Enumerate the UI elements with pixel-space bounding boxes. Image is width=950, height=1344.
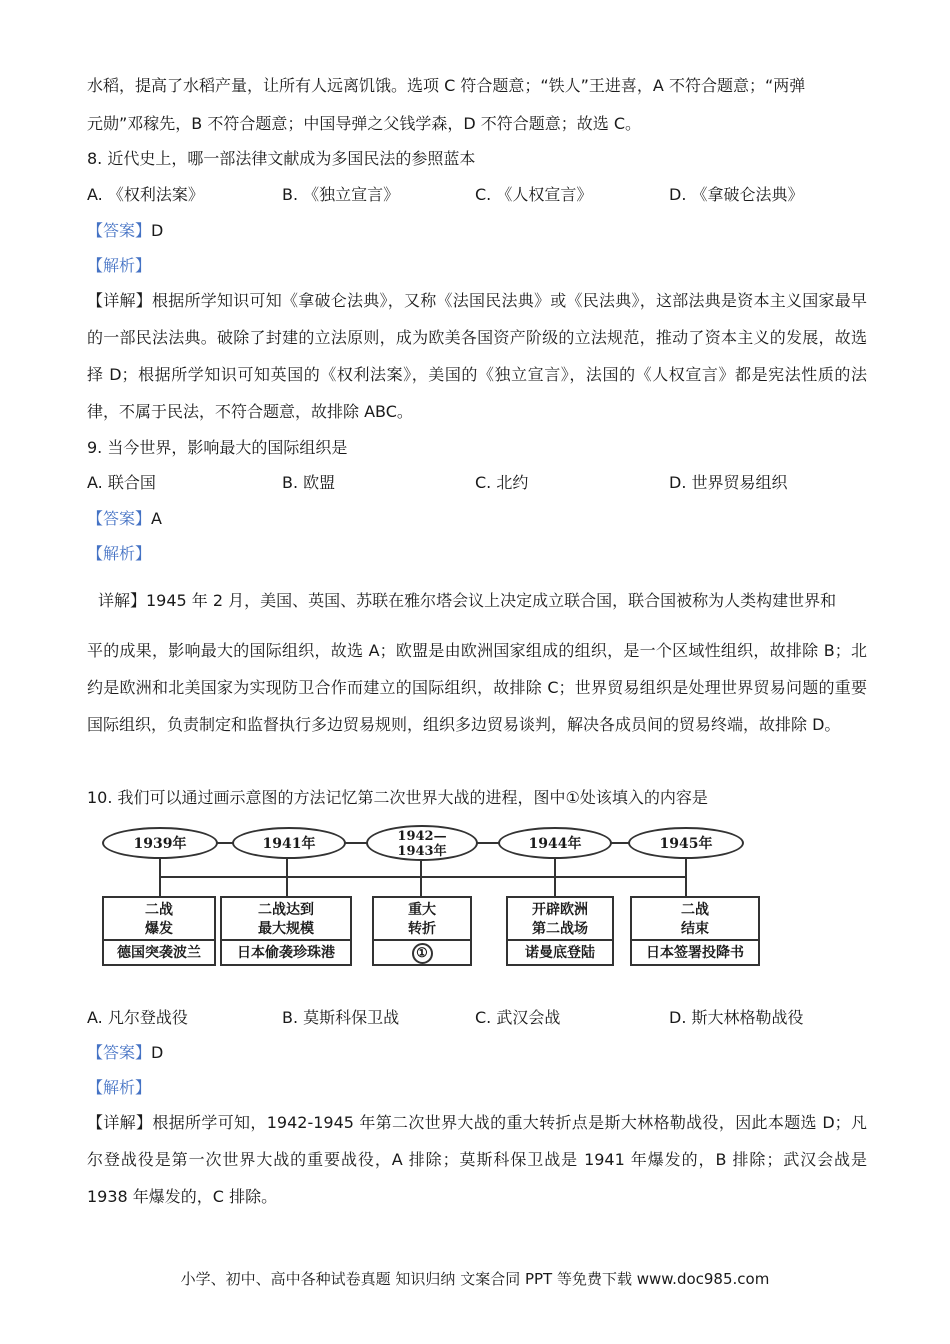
q10-question: 10. 我们可以通过画示意图的方法记忆第二次世界大战的进程，图中①处该填入的内容是 xyxy=(87,788,708,807)
year-oval-1945: 1945年 xyxy=(628,827,744,859)
event-title-line1: 二战达到 xyxy=(258,902,314,918)
q8-analysis-tag: 【解析】 xyxy=(87,256,152,275)
event-box-outbreak xyxy=(102,896,216,966)
q9-option-b: B. 欧盟 xyxy=(282,473,336,492)
answer-tag: 【答案】 xyxy=(87,221,152,240)
q10-analysis-tag: 【解析】 xyxy=(87,1078,152,1097)
event-box-end xyxy=(630,896,760,966)
answer-value: A xyxy=(151,509,162,528)
event-detail: 德国突袭波兰 xyxy=(117,945,201,961)
q10-option-b: B. 莫斯科保卫战 xyxy=(282,1008,400,1027)
blank-marker-1: ① xyxy=(412,943,433,964)
q9-question: 9. 当今世界，影响最大的国际组织是 xyxy=(87,438,348,457)
year-oval-1942-1943: 1942—1943年 xyxy=(366,825,478,861)
event-title-line2: 最大规模 xyxy=(258,921,314,937)
q9-option-a: A. 联合国 xyxy=(87,473,156,492)
event-title-line1: 开辟欧洲 xyxy=(532,902,588,918)
answer-value: D xyxy=(151,221,164,240)
event-title-line1: 重大 xyxy=(408,902,436,918)
year-oval-1944: 1944年 xyxy=(498,827,612,859)
q10-options xyxy=(87,1006,867,1030)
q8-options xyxy=(87,183,867,207)
continuation-line-2: 元勋”邓稼先，B 不符合题意；中国导弹之父钱学森，D 不符合题意；故选 C。 xyxy=(87,114,642,133)
continuation-line-1: 水稻，提高了水稻产量，让所有人远离饥饿。选项 C 符合题意；“铁人”王进喜，A 不符合题意；“两弹 xyxy=(87,76,806,95)
q10-option-d: D. 斯大林格勒战役 xyxy=(669,1008,804,1027)
q9-option-d: D. 世界贸易组织 xyxy=(669,473,788,492)
event-box-turning-point xyxy=(372,896,472,966)
event-title-line2: 第二战场 xyxy=(532,921,588,937)
event-detail: 日本签署投降书 xyxy=(646,945,744,961)
event-box-second-front xyxy=(506,896,614,966)
q9-detail-first-line: 详解】1945 年 2 月，美国、英国、苏联在雅尔塔会议上决定成立联合国，联合国被称为人类构建世界和 xyxy=(98,591,837,610)
answer-tag: 【答案】 xyxy=(87,1043,152,1062)
q10-option-c: C. 武汉会战 xyxy=(475,1008,561,1027)
event-box-max-scale xyxy=(220,896,352,966)
page-footer: 小学、初中、高中各种试卷真题 知识归纳 文案合同 PPT 等免费下载 www.doc985.com xyxy=(180,1270,770,1288)
q10-option-a: A. 凡尔登战役 xyxy=(87,1008,188,1027)
q9-answer xyxy=(87,507,162,531)
q8-question: 8. 近代史上，哪一部法律文献成为多国民法的参照蓝本 xyxy=(87,149,476,168)
answer-tag: 【答案】 xyxy=(87,509,152,528)
ww2-timeline-diagram xyxy=(100,825,762,970)
q8-answer xyxy=(87,219,163,243)
q9-option-c: C. 北约 xyxy=(475,473,529,492)
q9-detail: 平的成果，影响最大的国际组织，故选 A；欧盟是由欧洲国家组成的组织，是一个区域性组织，故排除 B；北约是欧洲和北美国家为实现防卫合作而建立的国际组织，故排除 C；世界贸易组织是处理世界贸易问题的重要国际组织，负责制定和监督执行多边贸易规则，组织多边贸易谈判，解决各成员间的贸易终端，故排除 D。 xyxy=(87,641,867,734)
q8-option-b: B. 《独立宣言》 xyxy=(282,185,400,204)
q8-option-a: A. 《权利法案》 xyxy=(87,185,204,204)
event-title-line1: 二战 xyxy=(681,902,709,918)
q10-detail: 【详解】根据所学可知，1942-1945 年第二次世界大战的重大转折点是斯大林格勒战役，因此本题选 D；凡尔登战役是第一次世界大战的重要战役，A 排除；莫斯科保卫战是 1941 年爆发的，B 排除；武汉会战是 1938 年爆发的，C 排除。 xyxy=(87,1113,867,1206)
event-title-line2: 爆发 xyxy=(145,921,173,937)
event-detail: 诺曼底登陆 xyxy=(525,945,595,961)
event-title-line1: 二战 xyxy=(145,902,173,918)
q8-detail: 【详解】根据所学知识可知《拿破仑法典》，又称《法国民法典》或《民法典》，这部法典是资本主义国家最早的一部民法法典。破除了封建的立法原则，成为欧美各国资产阶级的立法规范，推动了资本主义的发展，故选择 D；根据所学知识可知英国的《权利法案》，美国的《独立宣言》，法国的《人权宣言》都是宪法性质的法律，不属于民法，不符合题意，故排除 ABC。 xyxy=(87,291,867,421)
q9-options xyxy=(87,471,867,495)
q8-option-d: D. 《拿破仑法典》 xyxy=(669,185,804,204)
answer-value: D xyxy=(151,1043,164,1062)
q10-answer xyxy=(87,1041,163,1065)
q9-analysis-tag: 【解析】 xyxy=(87,544,152,563)
year-oval-1939: 1939年 xyxy=(102,827,218,859)
year-oval-1941: 1941年 xyxy=(232,827,346,859)
q8-option-c: C. 《人权宣言》 xyxy=(475,185,593,204)
event-title-line2: 转折 xyxy=(408,921,436,937)
event-title-line2: 结束 xyxy=(681,921,709,937)
event-detail: 日本偷袭珍珠港 xyxy=(237,945,335,961)
